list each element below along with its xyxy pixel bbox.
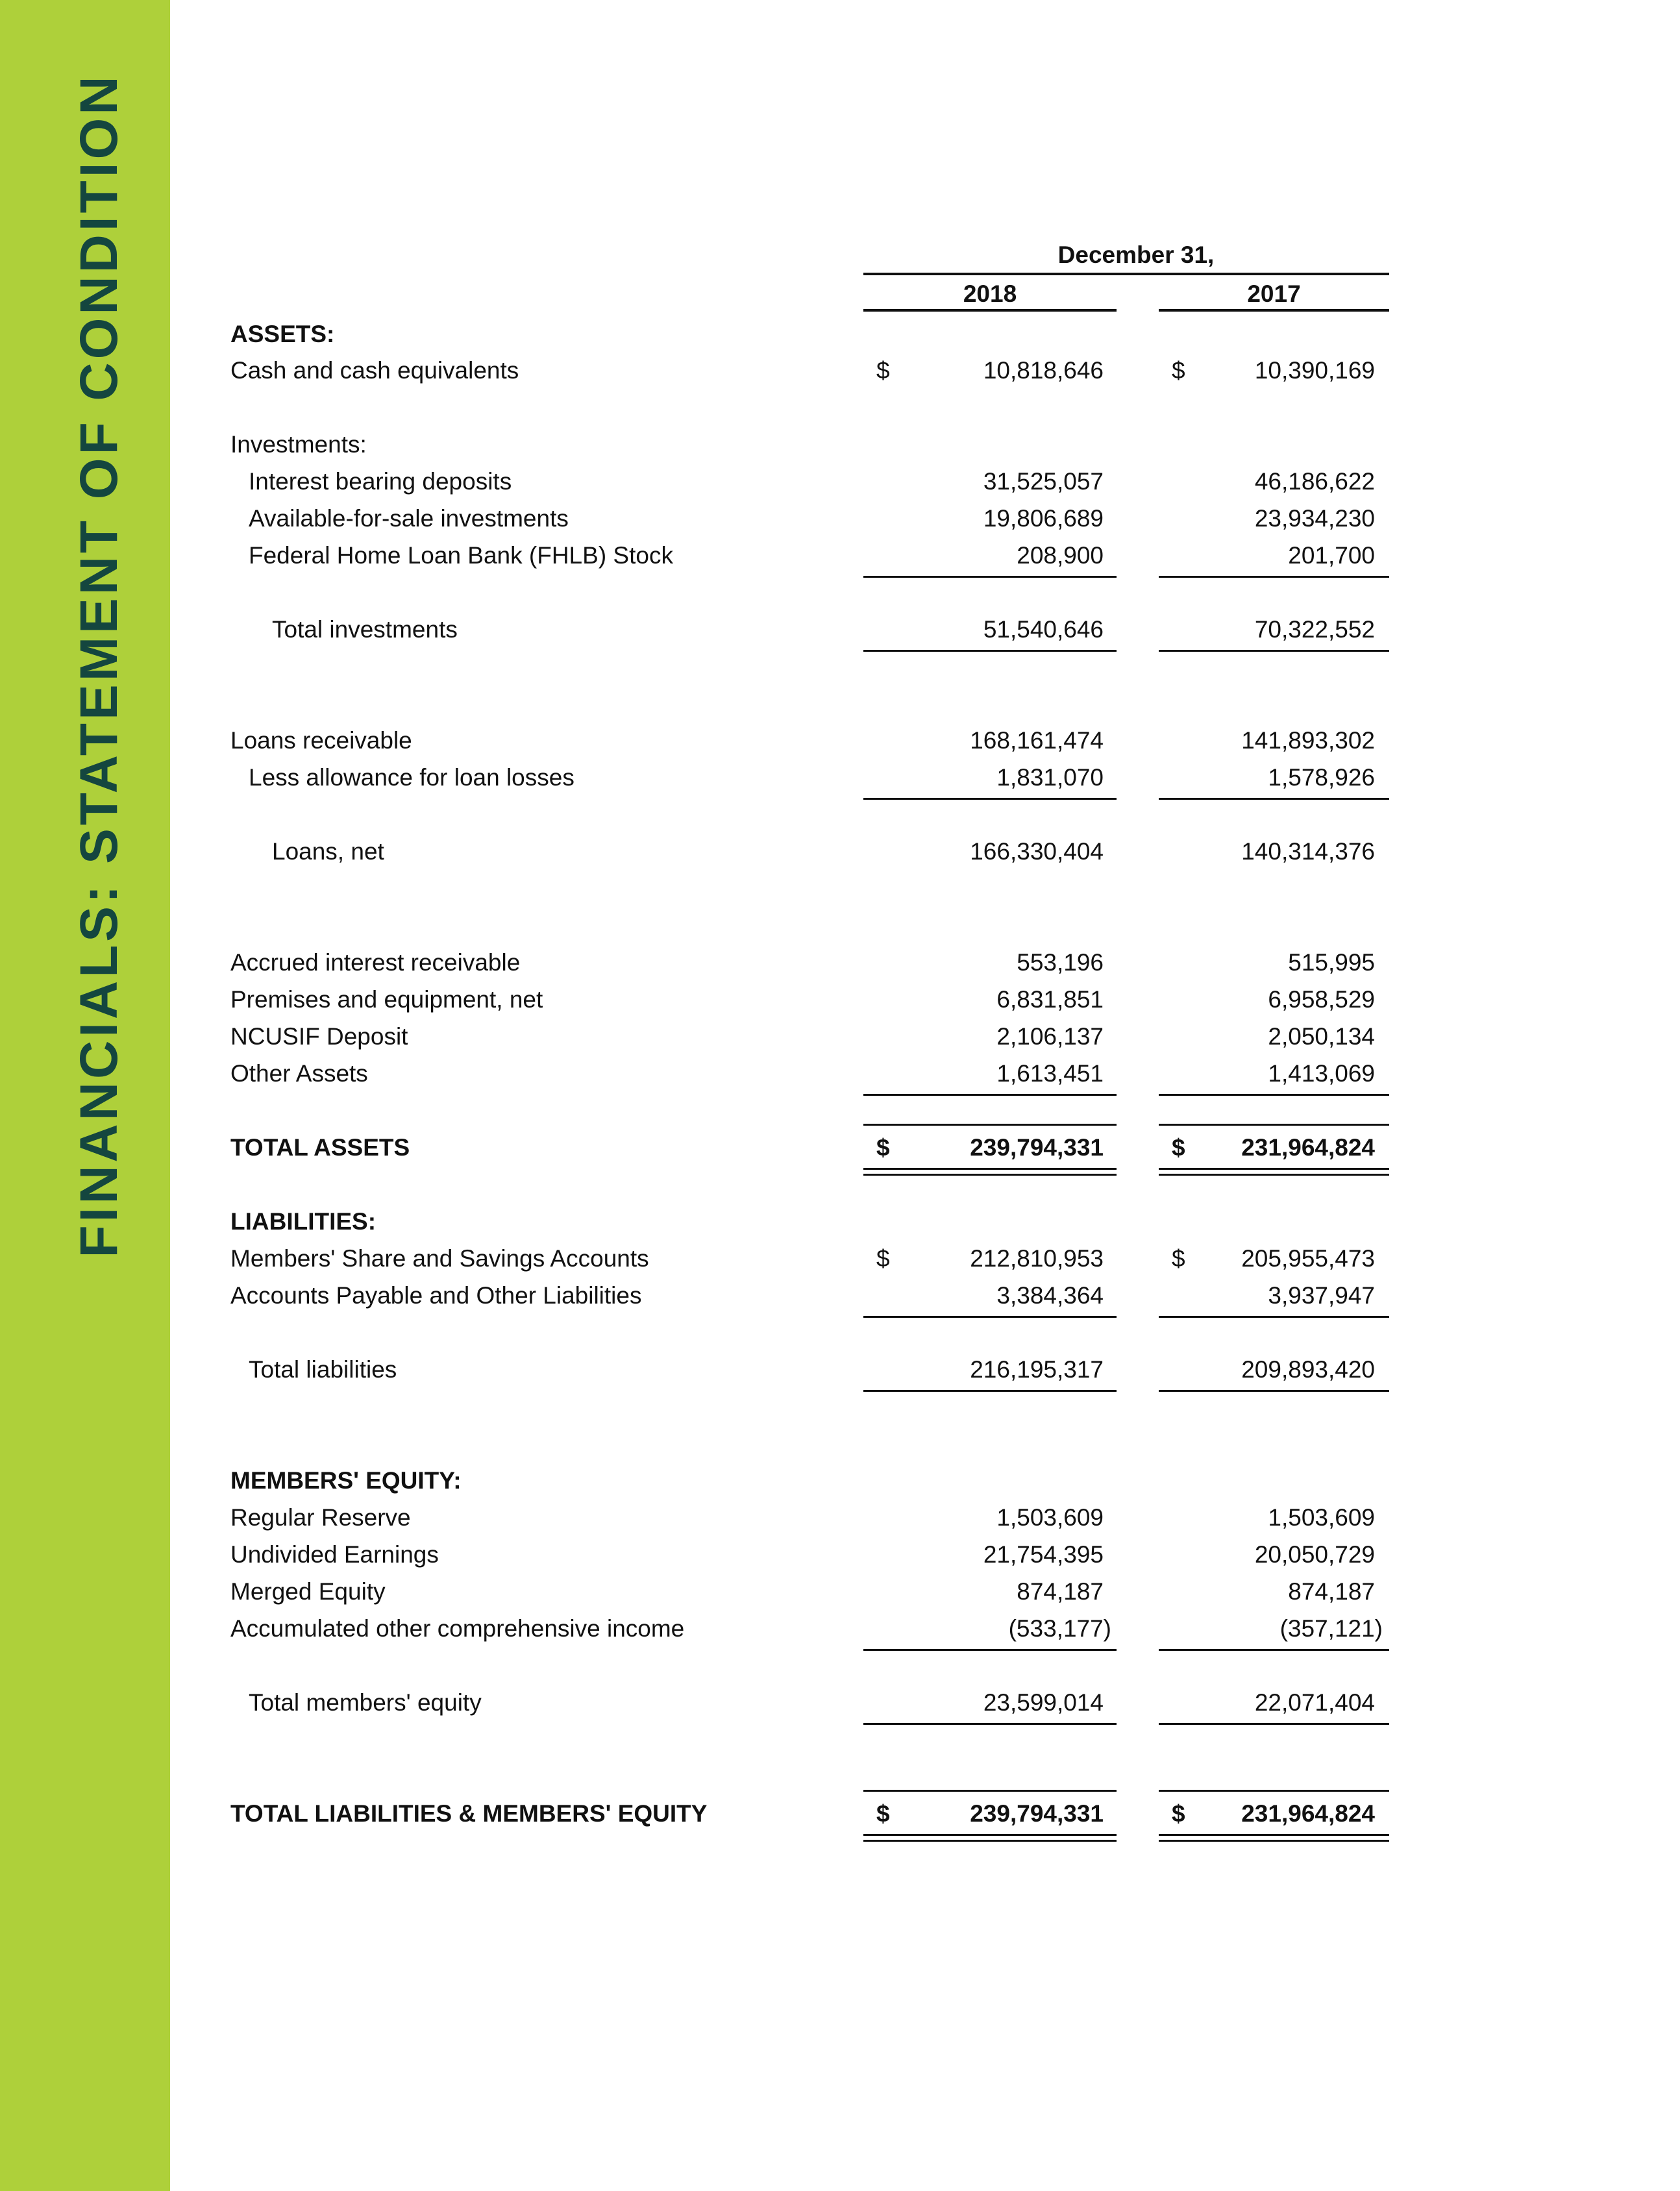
currency-symbol-2017: $ [1172, 357, 1185, 384]
value-2018: 31,525,057 [983, 468, 1104, 495]
value-2017: 205,955,473 [1241, 1245, 1375, 1272]
double-underline [1159, 1174, 1389, 1176]
header-rule [863, 273, 1389, 275]
currency-symbol-2017: $ [1172, 1800, 1185, 1827]
underline [863, 1390, 1117, 1392]
value-2018: 168,161,474 [970, 727, 1104, 754]
underline [863, 576, 1117, 578]
value-2018: 239,794,331 [970, 1134, 1104, 1161]
value-2017: 515,995 [1288, 949, 1375, 976]
currency-symbol-2018: $ [876, 1245, 890, 1272]
value-2017: 10,390,169 [1254, 357, 1375, 384]
row-label: NCUSIF Deposit [230, 1023, 408, 1050]
row-label: ASSETS: [230, 321, 335, 347]
underline [1159, 1723, 1389, 1725]
value-2018: 2,106,137 [996, 1023, 1104, 1050]
header-year-2017: 2017 [1247, 280, 1301, 307]
value-2017: 6,958,529 [1268, 986, 1375, 1013]
row-label: Loans, net [272, 838, 384, 865]
currency-symbol-2018: $ [876, 1134, 890, 1161]
row-label: Undivided Earnings [230, 1541, 439, 1568]
value-2018: (533,177) [1008, 1615, 1111, 1642]
currency-symbol-2017: $ [1172, 1134, 1185, 1161]
row-label: Loans receivable [230, 727, 412, 754]
row-label: Federal Home Loan Bank (FHLB) Stock [249, 542, 673, 569]
double-underline [863, 1174, 1117, 1176]
value-2017: 46,186,622 [1254, 468, 1375, 495]
underline [863, 798, 1117, 800]
row-label: Cash and cash equivalents [230, 357, 519, 384]
row-label: Available-for-sale investments [249, 505, 569, 532]
value-2018: 10,818,646 [983, 357, 1104, 384]
value-2018: 21,754,395 [983, 1541, 1104, 1568]
value-2018: 166,330,404 [970, 838, 1104, 865]
value-2018: 51,540,646 [983, 616, 1104, 643]
value-2017: 874,187 [1288, 1578, 1375, 1605]
underline [1159, 576, 1389, 578]
value-2018: 212,810,953 [970, 1245, 1104, 1272]
header-col2-rule [1159, 309, 1389, 312]
double-underline [863, 1834, 1117, 1836]
row-label: TOTAL LIABILITIES & MEMBERS' EQUITY [230, 1800, 708, 1827]
row-label: Accrued interest receivable [230, 949, 521, 976]
row-label: MEMBERS' EQUITY: [230, 1467, 462, 1494]
row-label: Other Assets [230, 1060, 368, 1087]
value-2017: (357,121) [1279, 1615, 1383, 1642]
header-year-2018: 2018 [963, 280, 1017, 307]
row-label: Investments: [230, 431, 367, 458]
row-label: Interest bearing deposits [249, 468, 512, 495]
currency-symbol-2018: $ [876, 1800, 890, 1827]
value-2018: 1,503,609 [996, 1504, 1104, 1531]
value-2017: 1,413,069 [1268, 1060, 1375, 1087]
double-underline [863, 1840, 1117, 1842]
value-2017: 141,893,302 [1241, 727, 1375, 754]
row-label: TOTAL ASSETS [230, 1134, 410, 1161]
value-2017: 70,322,552 [1254, 616, 1375, 643]
value-2017: 22,071,404 [1254, 1689, 1375, 1716]
value-2018: 216,195,317 [970, 1356, 1104, 1383]
row-label: Accumulated other comprehensive income [230, 1615, 685, 1642]
underline [1159, 798, 1389, 800]
currency-symbol-2018: $ [876, 357, 890, 384]
value-2017: 231,964,824 [1241, 1134, 1375, 1161]
row-label: LIABILITIES: [230, 1208, 377, 1235]
value-2017: 3,937,947 [1268, 1282, 1375, 1309]
value-2017: 20,050,729 [1254, 1541, 1375, 1568]
value-2017: 2,050,134 [1268, 1023, 1375, 1050]
underline [1159, 1316, 1389, 1318]
value-2018: 1,831,070 [996, 764, 1104, 791]
value-2017: 231,964,824 [1241, 1800, 1375, 1827]
value-2018: 553,196 [1017, 949, 1104, 976]
value-2017: 140,314,376 [1241, 838, 1375, 865]
row-label: Accounts Payable and Other Liabilities [230, 1282, 642, 1309]
subtotal-top-rule [863, 1124, 1117, 1126]
value-2018: 3,384,364 [996, 1282, 1104, 1309]
subtotal-top-rule [1159, 1790, 1389, 1792]
value-2018: 19,806,689 [983, 505, 1104, 532]
header-period: December 31, [1057, 241, 1215, 268]
underline [863, 1094, 1117, 1096]
double-underline [863, 1168, 1117, 1170]
currency-symbol-2017: $ [1172, 1245, 1185, 1272]
value-2018: 6,831,851 [996, 986, 1104, 1013]
double-underline [1159, 1834, 1389, 1836]
section-title: FINANCIALS: STATEMENT OF CONDITION [69, 73, 129, 1258]
row-label: Total investments [272, 616, 458, 643]
row-label: Regular Reserve [230, 1504, 411, 1531]
value-2018: 1,613,451 [996, 1060, 1104, 1087]
underline [1159, 1094, 1389, 1096]
underline [1159, 1390, 1389, 1392]
value-2018: 239,794,331 [970, 1800, 1104, 1827]
underline [1159, 1649, 1389, 1651]
underline [863, 1723, 1117, 1725]
value-2017: 201,700 [1288, 542, 1375, 569]
subtotal-top-rule [1159, 1124, 1389, 1126]
underline [863, 1316, 1117, 1318]
underline [863, 1649, 1117, 1651]
row-label: Total liabilities [249, 1356, 397, 1383]
row-label: Members' Share and Savings Accounts [230, 1245, 649, 1272]
subtotal-top-rule [863, 1790, 1117, 1792]
header-col1-rule [863, 309, 1117, 312]
value-2017: 209,893,420 [1241, 1356, 1375, 1383]
underline [863, 650, 1117, 652]
row-label: Less allowance for loan losses [249, 764, 574, 791]
underline [1159, 650, 1389, 652]
value-2018: 874,187 [1017, 1578, 1104, 1605]
row-label: Premises and equipment, net [230, 986, 543, 1013]
row-label: Merged Equity [230, 1578, 386, 1605]
value-2018: 23,599,014 [983, 1689, 1104, 1716]
value-2017: 23,934,230 [1254, 505, 1375, 532]
row-label: Total members' equity [249, 1689, 482, 1716]
double-underline [1159, 1840, 1389, 1842]
value-2017: 1,578,926 [1268, 764, 1375, 791]
value-2017: 1,503,609 [1268, 1504, 1375, 1531]
double-underline [1159, 1168, 1389, 1170]
value-2018: 208,900 [1017, 542, 1104, 569]
